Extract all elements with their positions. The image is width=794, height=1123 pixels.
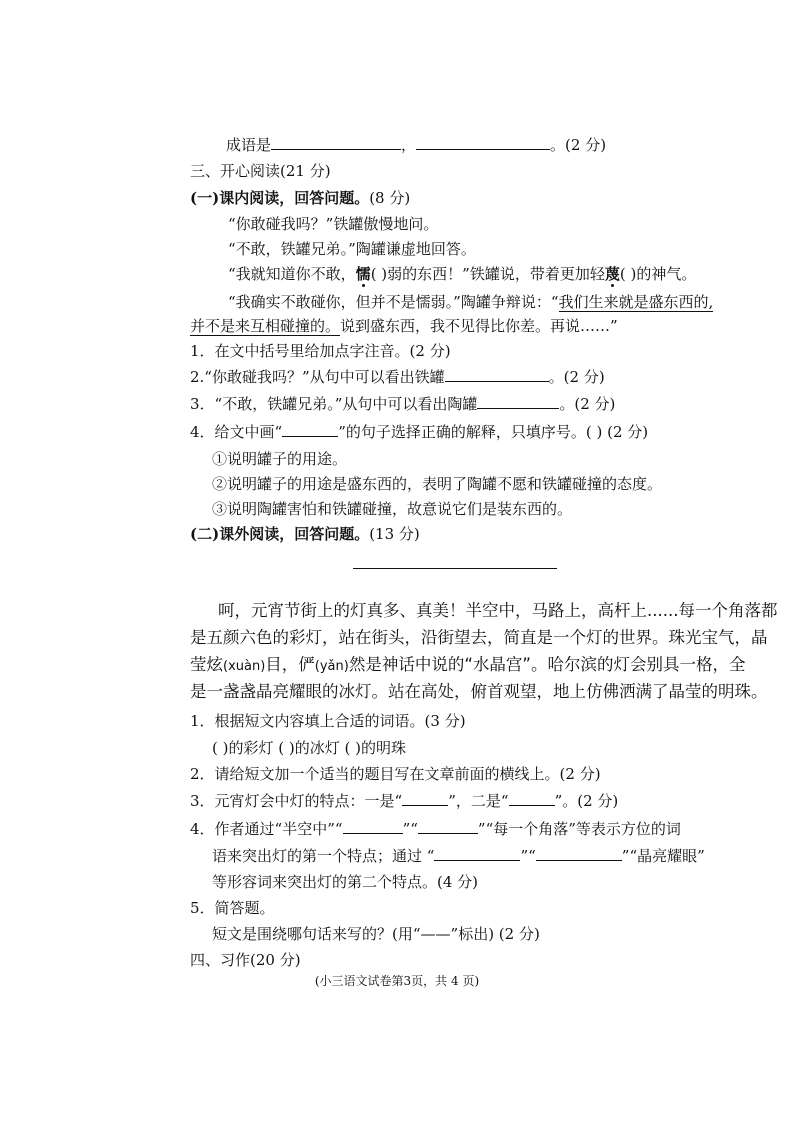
passage-line-3: 莹炫(xuàn)目，俨(yǎn)然是神话中说的“水晶宫”。哈尔滨的灯会别具一格，全 <box>190 655 746 674</box>
part1-question-3: 3．“不敢，铁罐兄弟。”从句中可以看出陶罐 。(2 分) <box>190 395 616 413</box>
part1-question-1: 1．在文中括号里给加点字注音。(2 分) <box>190 342 451 360</box>
part1-title: (一)课内阅读，回答问题。(8 分) <box>190 189 411 207</box>
part2-question-1: 1．根据短文内容填上合适的词语。(3 分) <box>190 712 466 730</box>
pinyin-yan: (yǎn) <box>314 659 349 674</box>
part2-question-5: 5．简答题。 <box>190 899 275 917</box>
option-1: ①说明罐子的用途。 <box>212 450 348 468</box>
essay-title-blank[interactable] <box>353 568 557 569</box>
option-2: ②说明罐子的用途是盛东西的，表明了陶罐不愿和铁罐碰撞的态度。 <box>212 475 663 493</box>
part2-question-4-line-1: 4．作者通过“半空中”“ ”“ ”“每一个角落”等表示方位的词 <box>190 820 681 838</box>
dotted-char-nuo: 懦 <box>355 265 371 283</box>
pinyin-xuan: (xuàn) <box>223 659 266 674</box>
passage-line-1: 呵，元宵节街上的灯真多、真美！半空中，马路上，高杆上......每一个角落都 <box>218 601 778 620</box>
adjective-blank-1[interactable] <box>434 846 520 861</box>
part2-question-3: 3．元宵灯会中灯的特点：一是“ ”，二是“ ”。(2 分) <box>190 792 619 810</box>
feature-2-blank[interactable] <box>509 791 555 806</box>
part2-question-1-blanks: ( )的彩灯 ( )的冰灯 ( )的明珠 <box>212 739 406 757</box>
section4-title: 四、习作(20 分) <box>190 951 301 969</box>
idiom-blank-1[interactable] <box>271 135 401 150</box>
q2-answer-blank[interactable] <box>445 367 549 382</box>
q3-answer-blank[interactable] <box>477 394 559 409</box>
position-word-blank-2[interactable] <box>418 819 478 834</box>
underlined-sentence-1: 我们生来就是盛东西的, <box>558 293 714 311</box>
page-footer: (小三语文试卷第3页，共 4 页) <box>314 974 480 988</box>
passage-line-2: 是五颜六色的彩灯，站在街头，沿街望去，简直是一个灯的世界。珠光宝气，晶 <box>190 628 768 647</box>
part1-paragraph-4: “我确实不敢碰你，但并不是懦弱。”陶罐争辩说：“我们生来就是盛东西的, <box>228 293 714 311</box>
part1-paragraph-2: “不敢，铁罐兄弟。”陶罐谦虚地回答。 <box>228 240 476 258</box>
position-word-blank-1[interactable] <box>343 819 403 834</box>
part2-question-5-text: 短文是围绕哪句话来写的？(用“——”标出) (2 分) <box>212 925 540 943</box>
idiom-blank-2[interactable] <box>416 135 550 150</box>
part2-title: (二)课外阅读，回答问题。(13 分) <box>190 525 420 543</box>
feature-1-blank[interactable] <box>402 791 448 806</box>
section3-title: 三、开心阅读(21 分) <box>190 162 331 180</box>
part1-question-4: 4．给文中画“ ”的句子选择正确的解释，只填序号。( ) (2 分) <box>190 423 649 441</box>
underlined-sentence-2: 并不是来互相碰撞的。 <box>190 317 341 335</box>
part1-question-2: 2.“你敢碰我吗？”从句中可以看出铁罐 。(2 分) <box>190 368 605 386</box>
dotted-char-mie: 蔑 <box>604 265 620 283</box>
underline-sample <box>282 422 338 437</box>
option-3: ③说明陶罐害怕和铁罐碰撞，故意说它们是装东西的。 <box>212 500 573 518</box>
part2-question-4-line-2: 语来突出灯的第一个特点；通过 “ ”“ ”“晶亮耀眼” <box>212 847 705 865</box>
idiom-answer-line: 成语是 ， 。(2 分) <box>226 136 607 154</box>
part1-paragraph-4-cont: 并不是来互相碰撞的。说到盛东西，我不见得比你差。再说……” <box>190 317 618 335</box>
part1-paragraph-1: “你敢碰我吗？”铁罐傲慢地问。 <box>228 215 439 233</box>
passage-line-4: 是一盏盏晶亮耀眼的冰灯。站在高处，俯首观望，地上仿佛洒满了晶莹的明珠。 <box>190 682 768 701</box>
adjective-blank-2[interactable] <box>536 846 622 861</box>
part1-paragraph-3: “我就知道你不敢，懦( )弱的东西！”铁罐说，带着更加轻蔑( )的神气。 <box>228 265 697 283</box>
part2-question-2: 2．请给短文加一个适当的题目写在文章前面的横线上。(2 分) <box>190 765 601 783</box>
part2-question-4-line-3: 等形容词来突出灯的第二个特点。(4 分) <box>212 873 479 891</box>
